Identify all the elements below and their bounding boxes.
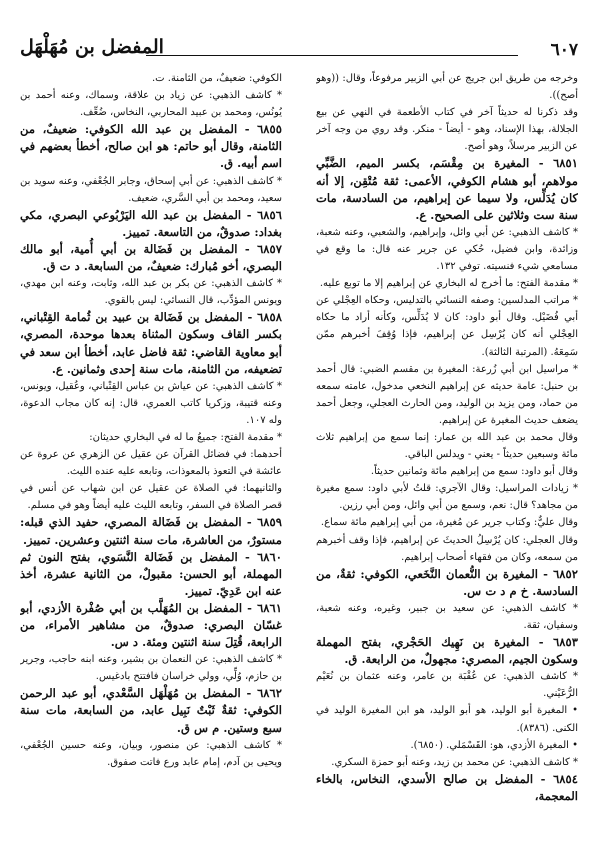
entry-text: الكوفي: ضعيفٌ، من الثامنة. ت. <box>152 73 282 84</box>
entry-text: * كاشف الذهبي: عن منصور، وبيان، وعنه حسين الجُعْفي، ويحيى بن آدم، إمام عابد ورع فاتت صفوق. <box>20 739 282 768</box>
entry-heading: ٦٨٦١ - المفضل بن المُهَلَّب بن أبي صُفْرة الأزدي، أبو غسّان البصري: صدوقٌ، من مشاهير الأمراء، من الرابعة، قُتِلَ سنة اثنتين ومئة. د س. <box>20 600 282 650</box>
entry-heading: ٦٨٥٢ - المغيرة بن النُّعمان النَّخَعي، الكوفي: ثقةٌ، من السادسة. خ م د ت س. <box>316 566 578 598</box>
entry-text: * كاشف الذهبي: عن سعيد بن جبير، وغيره، وعنه شعبة، وسفيان، ثقة. <box>316 602 578 631</box>
entry-text: * كاشف الذهبي: عن أبي إسحاق، وجابر الجُعْفي، وعنه سويد بن سعيد، ومحمد بن أبي السَّري، ضعيف. <box>20 175 282 204</box>
entry-text: * مقدمة الفتح: جميعُ ما له في البخاري حديثان: <box>89 431 282 443</box>
entry-text: * كاشف الذهبي: عن محمد بن زيد، وعنه أبو حمزة السكري. <box>331 756 578 768</box>
entry-text: وقال محمد بن عبد الله بن عمار: إنما سمع من إبراهيم ثلاث مائة وسبعين حديثاً - يعني - ويدلس الباقي. <box>316 431 578 461</box>
running-title: المفضل بن مُهَلْهَل <box>20 36 164 58</box>
entry-heading: ٦٨٥١ - المغيرة بن مِقْسَم، بكسر الميم، الضَّبِّي مولاهم، أبو هشام الكوفي، الأعمى: ثقة مُتْقِن، إلا أنه كان يُدَلِّس، ولا سيما عن إبراهيم، من السادسة، مات سنة ست وثلاثين على الصحيح. ع. <box>316 156 578 222</box>
entry-heading: ٦٨٥٥ - المفضل بن عبد الله الكوفي: ضعيفٌ، من الثامنة، وقال أبو حاتم: هو ابن صالح، أخطأ بعضهم في اسم أبيه. ق. <box>20 122 282 171</box>
entry-text: * مراسيل ابن أبي زُرعة: المغيرة بن مقسم الضبي: قال أحمد بن حنبل: عامة حديثه عن إبراهيم النخعي مدخول، عامته سمعه من حماد، ومن يزيد بن الوليد، ومن الحارث العجلي، وجعل أحمد يضعف حديث المغيرة عن إبراهيم. <box>316 363 578 426</box>
entry-text: * مقدمة الفتح: ما أخرج له البخاري عن إبراهيم إلا ما توبع عليه. <box>319 278 578 290</box>
entry-text: * زيادات المراسيل: وقال الآجري: قلتُ لأبي داود: سمع مغيرة من مجاهد؟ قال: نعم، وسمع من أبي وائل، ومن أبي رزين. <box>316 483 578 512</box>
entry-text: أحدهما: في فضائل القرآن عن عقيل عن الزهري عن عروة عن عائشة في التعوذ بالمعوذات، وتابعه عليه عنده الليث. <box>20 449 282 478</box>
entry-text: وقال أبو داود: سمع من إبراهيم مائة وثمانين حديثاً. <box>370 466 578 478</box>
page-header <box>20 36 578 66</box>
left-column <box>20 70 282 858</box>
entry-text: * كاشف الذهبي: عن زياد بن علاقة، وسماك، وعنه أحمد بن يُونُس، ومحمد بن عبيد المحاربي، النخاس، ضُعِّف. <box>20 90 282 119</box>
entry-text: • المغيرة أبو الوليد، هو أبو الوليد، هو ابن المغيرة الوليد في الكنى. (٨٣٨٦). <box>316 705 578 734</box>
entry-heading: ٦٨٥٧ - المفضل بن فَضَالة بن أبي أُمية، أبو مالك البصري، أخو مُبارك: ضعيفٌ، من السابعة. د ت ق. <box>20 241 282 274</box>
page-number: ٦٠٧ <box>550 40 578 60</box>
entry-heading: ٦٨٦٢ - المفضل بن مُهَلْهَل السَّعْدي، أبو عبد الرحمن الكوفي: ثقةٌ ثَبْتٌ نَبِيل عابد، من السابعة، مات سنة سبع وستين. م س ق. <box>20 686 282 735</box>
right-column <box>316 70 578 858</box>
entry-text: * كاشف الذهبي: عن النعمان بن بشير، وعنه ابنه حاجب، وجرير بن حازم، وُلِّي، وولي خراسان فافتتح بادغيس. <box>20 654 282 683</box>
entry-heading: ٦٨٥٩ - المفضل بن فَضَالة المصري، حفيد الذي قبله: مستورٌ، من العاشرة، مات سنة اثنتين وعشرين. تمييز. <box>20 515 282 547</box>
entry-text: * كاشف الذهبي: عن بكر بن عبد الله، وثابت، وعنه ابن مهدي، ويونس المؤدِّب، قال النسائي: ليس بالقوي. <box>20 278 282 307</box>
header-rule <box>146 55 518 56</box>
entry-text: والثانيهما: في الصلاة عن عقيل عن ابن شهاب عن أنس في قصر الصلاة في السفر، وتابعه الليث عليه أيضاً وهو في مسلم. <box>20 483 282 512</box>
entry-text: * كاشف الذهبي: عن عُقْبَة بن عامر، وعنه عثمان بن نُعَيْم الرُّعَيْني. <box>316 671 578 700</box>
entry-heading: ٦٨٦٠ - المفضل بن فَضَالة النَّسَوي، بفتح النون ثم المهملة، أبو الحسن: مقبولٌ، من الثانية عشرة، أخذ عنه ابن عَدِيّ. تمييز. <box>20 549 282 598</box>
entry-text: * كاشف الذهبي: عن أبي وائل، وإبراهيم، والشعبي، وعنه شعبة، وزائدة، وابن فضيل، حُكي عن جرير عنه قال: ما وقع في مسامعي شيء فنسيته. توفي ١٣٢. <box>316 226 578 273</box>
entry-text: * كاشف الذهبي: عن عياش بن عباس القِتْباني، وعُقيل، ويونس، وعنه قتيبة، وزكريا كاتب العمري، قال: إنه كان مجاب الدعوة، وله ١٠٧. <box>20 380 282 426</box>
entry-text: • المغيرة الأزدي، هو: القَسْمَلي. (٦٨٥٠). <box>410 739 578 751</box>
entry-text: وقال عليٌّ: وكتاب جرير عن مُغيرة، من أبي إبراهيم مائة سماع. <box>320 517 578 529</box>
entry-text: وخرجه من طريق ابن جريج عن أبي الزبير مرفوعاً، وقال: ((وهو أصح)). <box>316 73 578 102</box>
entry-heading: ٦٨٥٤ - المفضل بن صالح الأسدي، النخاس، بالخاء المعجمة، <box>316 771 578 803</box>
entry-text: وقد ذكرنا له حديثاً آخر في كتاب الأطعمة في النهي عن بيع الجلالة، بهذا الإسناد، وهو - أيضاً - منكر. وقد روي من وجه آخر عن الزبير مرسلاً، وهو أصح. <box>316 107 578 153</box>
entry-heading: ٦٨٥٨ - المفضل بن فَضَالة بن عبيد بن ثُمامة القِتْباني، بكسر القاف وسكون المثناة بعدها موحدة، المصري، أبو معاوية القاضي: ثقة فاضل عابد، أخطأ ابن سعد في تضعيفه، من الثامنة، مات سنة إحدى وثمانين. ع. <box>20 310 282 376</box>
entry-text: * مراتب المدلسين: وصفه النسائي بالتدليس، وحكاه العِجْلي عن أبي فُضَيْل. وقال أبو داود: كان لا يُدَلِّس، وكأنه أراد ما حكاه العِجْلي أنه كان يُرْسِل عن إبراهيم، فإذا وُقِفَ أخبرهم ممّن سَمِعَهُ. (المرتبة الثالثة). <box>316 295 578 358</box>
entry-text: وقال العجلي: كان يُرْسِلُ الحديثَ عن إبراهيم، فإذا وقف أخبرهم من سمعه، وكان من فقهاء أصحاب إبراهيم. <box>316 534 578 563</box>
entry-heading: ٦٨٥٣ - المغيرة بن نَهِيك الحَجْري، بفتح المهملة وسكون الجيم، المصري: مجهولٌ، من الرابعة. ق. <box>316 635 578 667</box>
entry-heading: ٦٨٥٦ - المفضل بن عبد الله اليَرْبُوعي البصري، مكي بغداد: صدوقٌ، من التاسعة. تمييز. <box>20 207 282 239</box>
